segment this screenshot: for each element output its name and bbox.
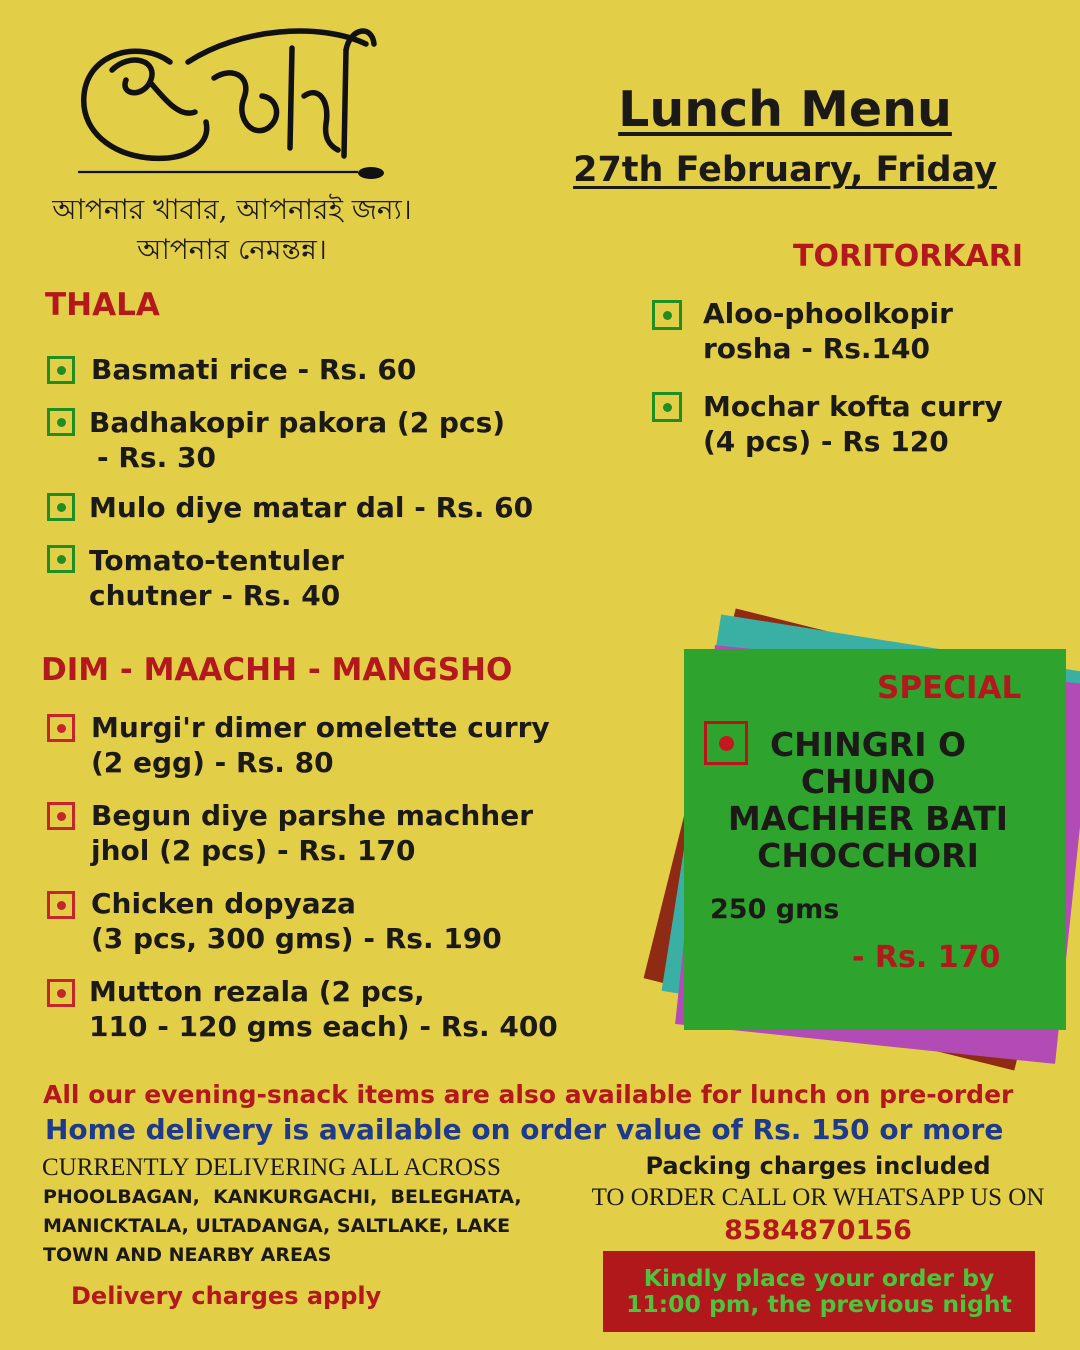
nonveg-mark-icon	[47, 714, 75, 742]
logo-stroke	[188, 31, 366, 62]
home-delivery-notice: Home delivery is available on order value of Rs. 150 or more	[45, 1113, 1004, 1146]
item-line: (2 egg) - Rs. 80	[91, 746, 334, 779]
item-line: Begun diye parshe machher	[91, 799, 534, 832]
veg-mark-icon	[47, 493, 75, 521]
special-name-line: CHOCCHORI	[757, 836, 979, 875]
logo-stroke	[304, 93, 338, 150]
delivery-areas	[43, 1183, 522, 1270]
special-price: - Rs. 170	[852, 940, 1001, 975]
list-item	[91, 352, 416, 387]
special-dish-name	[684, 726, 1052, 874]
logo-stroke	[84, 51, 207, 158]
special-name-line: CHINGRI O	[769, 725, 967, 764]
item-line: - Rs. 30	[97, 441, 216, 474]
item-line: 110 - 120 gms each) - Rs. 400	[89, 1010, 558, 1043]
deadline-line: 11:00 pm, the previous night	[626, 1290, 1012, 1318]
page-title: Lunch Menu	[618, 81, 952, 138]
item-line: (3 pcs, 300 gms) - Rs. 190	[91, 922, 502, 955]
special-name-line: CHUNO	[800, 762, 936, 801]
packing-note: Packing charges included	[645, 1152, 991, 1180]
nonveg-mark-icon	[47, 802, 75, 830]
special-quantity: 250 gms	[710, 894, 840, 925]
call-label: TO ORDER CALL OR WHATSAPP US ON	[591, 1184, 1045, 1211]
special-name-line: MACHHER BATI	[727, 799, 1009, 838]
logo-stroke	[214, 73, 277, 131]
thala-heading: THALA	[45, 287, 160, 323]
item-line: Chicken dopyaza	[91, 887, 356, 920]
delivery-charges-note: Delivery charges apply	[71, 1282, 382, 1310]
logo-stroke	[112, 60, 195, 113]
tagline-line-1: আপনার খাবার, আপনারই জন্য।	[52, 193, 412, 226]
item-line: Mochar kofta curry	[703, 390, 1003, 423]
item-line: Tomato-tentuler	[89, 544, 344, 577]
item-line: (4 pcs) - Rs 120	[703, 425, 949, 458]
veg-mark-icon	[47, 545, 75, 573]
special-heading: SPECIAL	[877, 670, 1022, 706]
delivery-area-line: TOWN AND NEARBY AREAS	[43, 1244, 332, 1266]
delivery-area-line: PHOOLBAGAN, KANKURGACHI, BELEGHATA,	[43, 1186, 522, 1208]
deadline-line: Kindly place your order by	[643, 1264, 995, 1292]
list-item	[89, 405, 505, 475]
preorder-notice: All our evening-snack items are also available for lunch on pre-order	[43, 1080, 1014, 1109]
item-line: Mulo diye matar dal - Rs. 60	[89, 491, 534, 524]
logo	[0, 0, 420, 190]
dim-maachh-mangsho-heading: DIM - MAACHH - MANGSHO	[41, 652, 513, 688]
phone-number: 8584870156	[724, 1215, 912, 1246]
delivery-heading: CURRENTLY DELIVERING ALL ACROSS	[42, 1154, 501, 1181]
item-line: Mutton rezala (2 pcs,	[89, 975, 425, 1008]
nonveg-mark-icon	[47, 891, 75, 919]
logo-stroke	[290, 48, 292, 148]
list-item	[89, 974, 558, 1044]
list-item	[89, 490, 533, 525]
veg-mark-icon	[47, 408, 75, 436]
list-item	[703, 296, 953, 366]
item-line: Basmati rice - Rs. 60	[91, 353, 417, 386]
list-item	[89, 543, 344, 613]
veg-mark-icon	[652, 300, 682, 330]
list-item	[703, 389, 1003, 459]
list-item	[91, 798, 533, 868]
veg-mark-icon	[652, 392, 682, 422]
veg-mark-icon	[47, 356, 75, 384]
item-line: Aloo-phoolkopir	[703, 297, 953, 330]
list-item	[91, 886, 502, 956]
delivery-area-line: MANICKTALA, ULTADANGA, SALTLAKE, LAKE	[43, 1215, 511, 1237]
special-box	[684, 649, 1066, 1030]
list-item	[91, 710, 550, 780]
ordering-info	[580, 1150, 1056, 1249]
item-line: Murgi'r dimer omelette curry	[91, 711, 550, 744]
item-line: rosha - Rs.140	[703, 332, 930, 365]
tagline-line-2: আপনার নেমন্তন্ন।	[137, 233, 327, 266]
menu-date: 27th February, Friday	[573, 150, 997, 190]
item-line: Badhakopir pakora (2 pcs)	[89, 406, 506, 439]
order-deadline-box	[603, 1251, 1035, 1332]
item-line: jhol (2 pcs) - Rs. 170	[91, 834, 416, 867]
nonveg-mark-icon	[47, 979, 75, 1007]
item-line: chutner - Rs. 40	[89, 579, 341, 612]
toritorkari-heading: TORITORKARI	[793, 239, 1024, 274]
logo-stroke	[344, 50, 346, 156]
spoon-underline-icon	[78, 167, 384, 179]
